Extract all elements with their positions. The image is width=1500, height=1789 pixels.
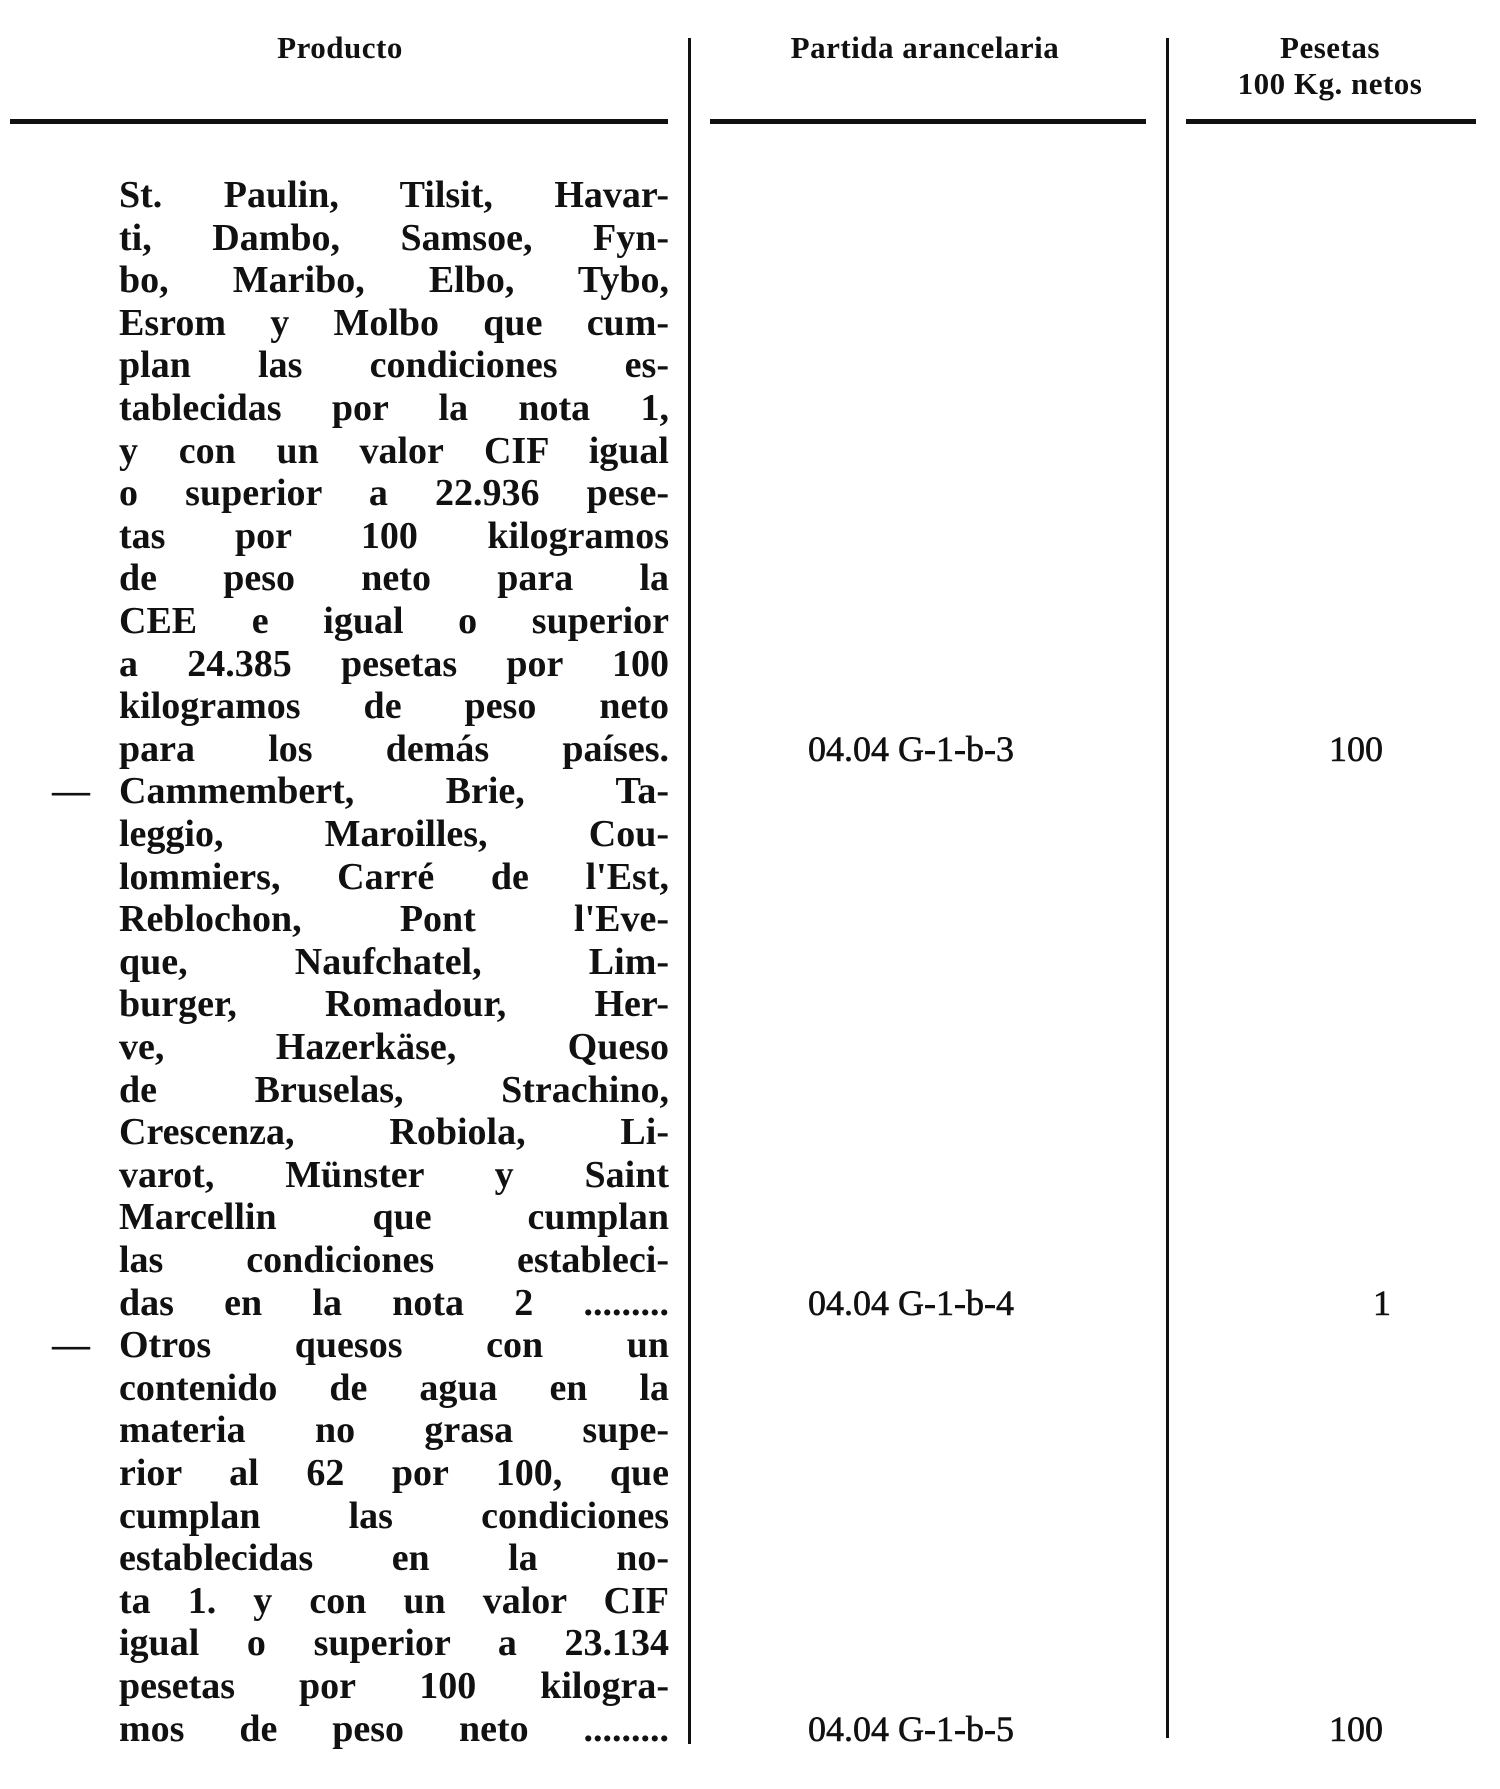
product-text-line: para los demás países. (119, 727, 669, 770)
product-text-line: St. Paulin, Tilsit, Havar- (119, 174, 669, 216)
product-text-line: igual o superior a 23.134 (119, 1622, 669, 1665)
product-text-line: Otros quesos con un (119, 1324, 669, 1367)
product-text-line: de Bruselas, Strachino, (119, 1068, 669, 1111)
product-text-line: ti, Dambo, Samsoe, Fyn- (119, 216, 669, 259)
product-text-line: bo, Maribo, Elbo, Tybo, (119, 259, 669, 302)
product-text-line: lommiers, Carré de l'Est, (119, 855, 669, 898)
product-text-line: varot, Münster y Saint (119, 1153, 669, 1196)
product-text-line: Crescenza, Robiola, Li- (119, 1111, 669, 1154)
product-text-line: tas por 100 kilogramos (119, 514, 669, 557)
partida-arancelaria-cell: 04.04 G-1-b-4 (808, 1282, 1014, 1323)
product-text-line: Cammembert, Brie, Ta- (119, 770, 669, 813)
product-text-line: rior al 62 por 100, que (119, 1452, 669, 1494)
product-text-line: plan las condiciones es- (119, 344, 669, 387)
partida-arancelaria-cell: 04.04 G-1-b-3 (808, 728, 1014, 769)
product-text-line: Marcellin que cumplan (119, 1196, 669, 1239)
pesetas-cell: 100 (1329, 1708, 1383, 1749)
product-text-line: que, Naufchatel, Lim- (119, 940, 669, 983)
product-text-line: materia no grasa supe- (119, 1409, 669, 1452)
product-text-line: pesetas por 100 kilogra- (119, 1665, 669, 1707)
product-text-line: Esrom y Molbo que cum- (119, 301, 669, 344)
pesetas-cell: 100 (1329, 728, 1383, 769)
product-text-line: tablecidas por la nota 1, (119, 387, 669, 429)
product-text-line: y con un valor CIF igual (119, 429, 669, 472)
product-text-line: las condiciones estableci- (119, 1239, 669, 1281)
header-pesetas: Pesetas (1280, 30, 1380, 65)
list-dash: — (52, 770, 90, 813)
product-text-line: establecidas en la no- (119, 1537, 669, 1580)
header-pesetas-unit: 100 Kg. netos (1237, 66, 1423, 101)
product-text-line: Reblochon, Pont l'Eve- (119, 898, 669, 941)
product-text-line: das en la nota 2 ......... (119, 1281, 669, 1324)
column-divider-2 (1166, 38, 1169, 1738)
column-divider-1 (688, 38, 691, 1744)
product-text-line: a 24.385 pesetas por 100 (119, 642, 669, 685)
product-text-line: o superior a 22.936 pese- (119, 472, 669, 515)
header-rule-partida (710, 119, 1146, 124)
product-text-line: mos de peso neto ......... (119, 1707, 669, 1750)
product-text-line: ta 1. y con un valor CIF (119, 1579, 669, 1622)
product-text-line: de peso neto para la (119, 557, 669, 600)
header-producto: Producto (277, 30, 403, 65)
product-text-line: ve, Hazerkäse, Queso (119, 1026, 669, 1068)
product-text-line: cumplan las condiciones (119, 1494, 669, 1537)
pesetas-cell: 1 (1373, 1282, 1391, 1323)
product-text-line: contenido de agua en la (119, 1366, 669, 1409)
header-rule-pesetas (1186, 119, 1476, 124)
product-text-line: kilogramos de peso neto (119, 685, 669, 728)
product-text-line: burger, Romadour, Her- (119, 983, 669, 1026)
list-dash: — (52, 1324, 90, 1367)
partida-arancelaria-cell: 04.04 G-1-b-5 (808, 1708, 1014, 1749)
header-rule-producto (10, 119, 668, 124)
product-text-line: CEE e igual o superior (119, 600, 669, 642)
header-partida-arancelaria: Partida arancelaria (790, 30, 1060, 65)
product-text-line: leggio, Maroilles, Cou- (119, 813, 669, 855)
